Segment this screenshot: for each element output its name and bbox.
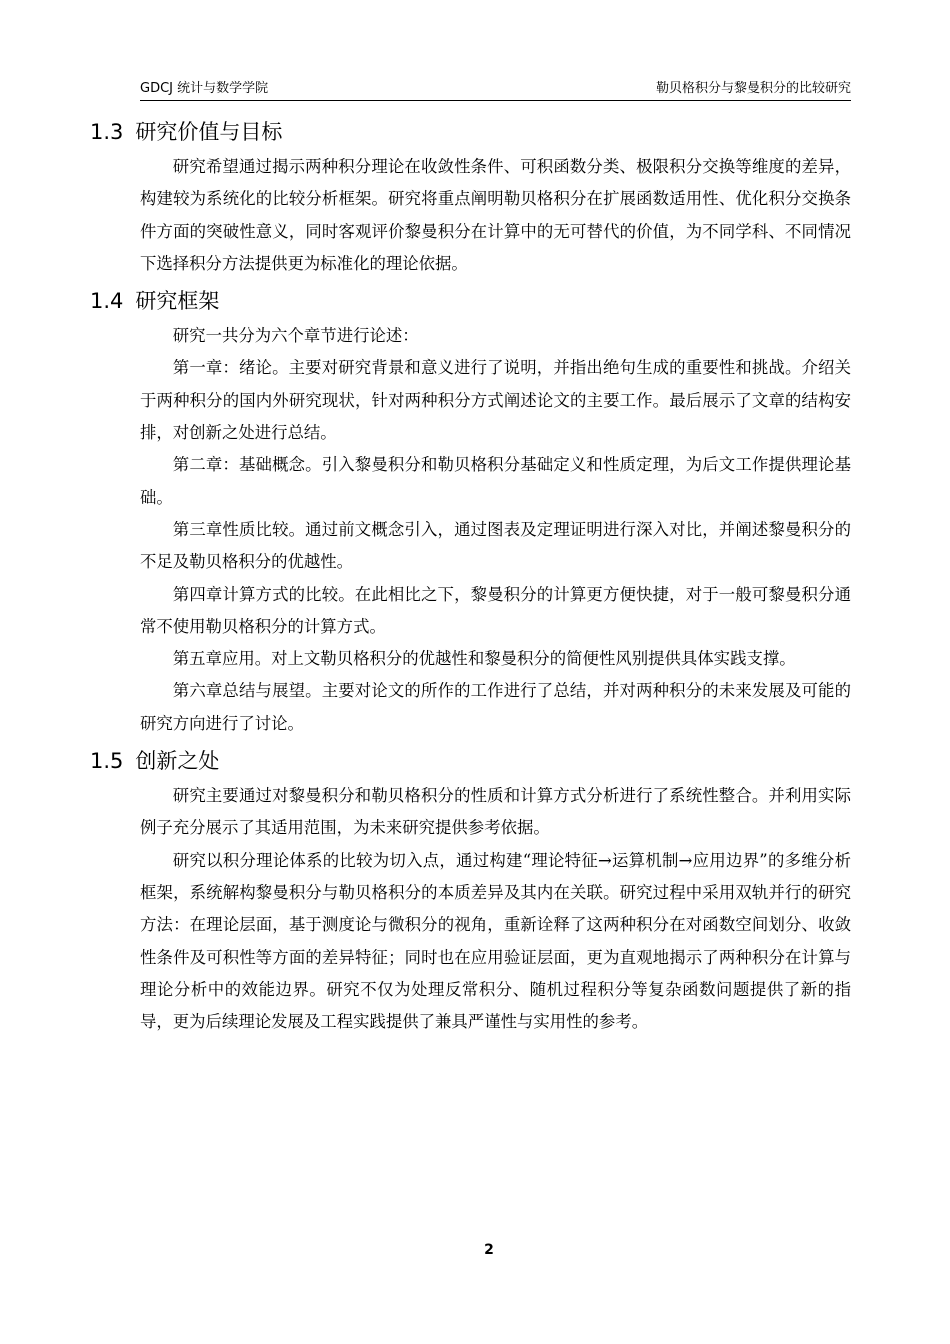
section-title: 创新之处: [135, 749, 220, 774]
section-heading-1-4: [90, 284, 801, 320]
header-institution: GDCJ 统计与数学学院: [140, 81, 269, 96]
header-divider: [140, 100, 851, 101]
section-title: 研究价值与目标: [135, 120, 283, 144]
body-content: [90, 115, 851, 1038]
paragraph: 研究主要通过对黎曼积分和勒贝格积分的性质和计算方式分析进行了系统性整合。并利用实际例子充分展示了其适用范围，为未来研究提供参考依据。: [140, 786, 851, 838]
section-number: 1.3: [90, 120, 124, 144]
page-number: 2: [484, 1242, 494, 1258]
paragraph: 研究希望通过揭示两种积分理论在收敛性条件、可积函数分类、极限积分交换等维度的差异，构建较为系统化的比较分析框架。研究将重点阐明勒贝格积分在扩展函数适用性、优化积分交换条件方面的突破性意义，同时客观评价黎曼积分在计算中的无可替代的价值，为不同学科、不同情况下选择积分方法提供更为标准化的理论依据。: [140, 157, 851, 273]
header-thesis-title: 勒贝格积分与黎曼积分的比较研究: [655, 81, 851, 96]
paragraph: 研究一共分为六个章节进行论述：: [172, 326, 419, 346]
running-header: [140, 80, 851, 98]
paragraph: 第一章：绪论。主要对研究背景和意义进行了说明，并指出绝句生成的重要性和挑战。介绍关于两种积分的国内外研究现状，针对两种积分方式阐述论文的主要工作。最后展示了文章的结构安排，对创新之处进行总结。: [140, 358, 851, 443]
section-number: 1.4: [90, 289, 124, 314]
paragraph: 第六章总结与展望。主要对论文的所作的工作进行了总结，并对两种积分的未来发展及可能的研究方向进行了讨论。: [140, 681, 851, 733]
paragraph: 第二章：基础概念。引入黎曼积分和勒贝格积分基础定义和性质定理，为后文工作提供理论基础。: [140, 455, 851, 507]
section-title: 研究框架: [135, 289, 220, 314]
paragraph: 第五章应用。对上文勒贝格积分的优越性和黎曼积分的简便性风别提供具体实践支撑。: [172, 649, 796, 669]
paragraph: 研究以积分理论体系的比较为切入点，通过构建“理论特征→运算机制→应用边界”的多维分析框架，系统解构黎曼积分与勒贝格积分的本质差异及其内在关联。研究过程中采用双轨并行的研究方法：在理论层面，基于测度论与微积分的视角，重新诠释了这两种积分在对函数空间划分、收敛性条件及可积性等方面的差异特征；同时也在应用验证层面，更为直观地揭示了两种积分在计算与理论分析中的效能边界。研究不仅为处理反常积分、随机过程积分等复杂函数问题提供了新的指导，更为后续理论发展及工程实践提供了兼具严谨性与实用性的参考。: [140, 850, 851, 1032]
section-heading-1-3: [90, 115, 801, 151]
paragraph: 第三章性质比较。通过前文概念引入，通过图表及定理证明进行深入对比，并阐述黎曼积分的不足及勒贝格积分的优越性。: [140, 519, 851, 572]
section-number: 1.5: [90, 749, 124, 774]
paragraph: 第四章计算方式的比较。在此相比之下，黎曼积分的计算更方便快捷，对于一般可黎曼积分通常不使用勒贝格积分的计算方式。: [140, 584, 851, 636]
section-heading-1-5: [90, 744, 801, 780]
